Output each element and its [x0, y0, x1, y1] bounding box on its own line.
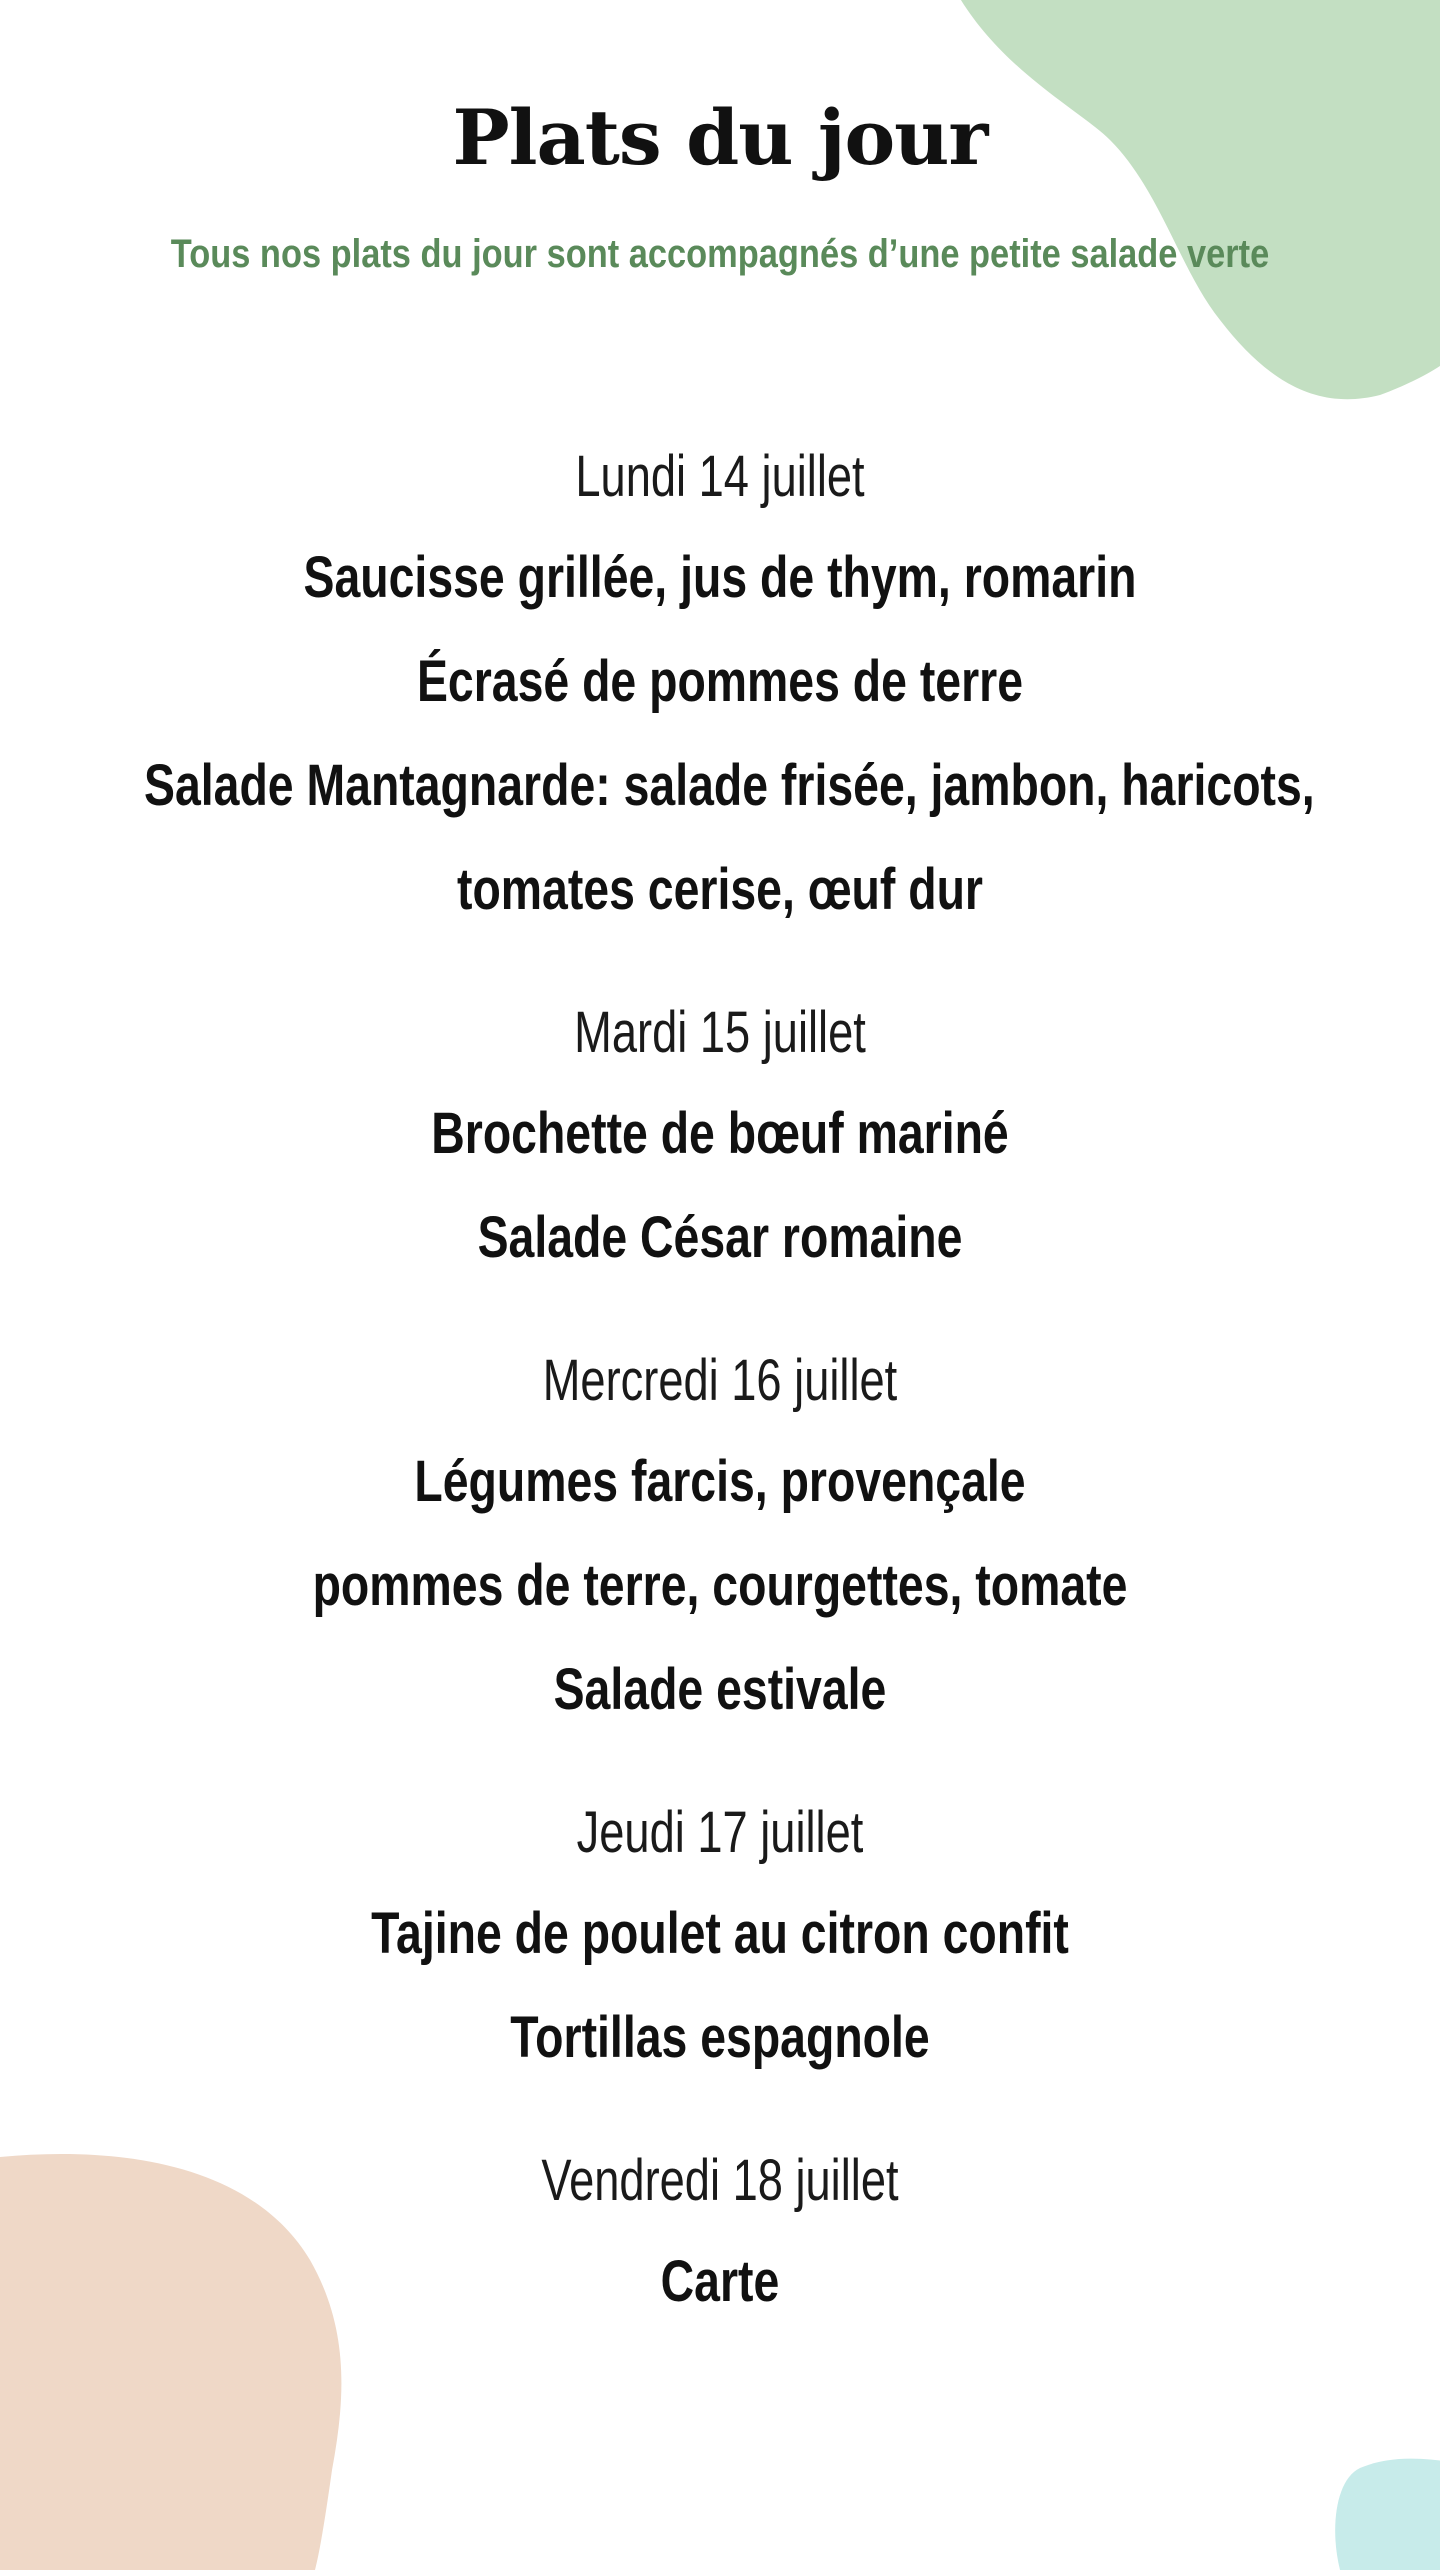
dish-line: tomates cerise, œuf dur: [457, 857, 983, 922]
day-label: Jeudi 17 juillet: [576, 1800, 864, 1865]
day-monday: [0, 428, 1440, 942]
day-thursday: [0, 1784, 1440, 2090]
day-wednesday: [0, 1332, 1440, 1742]
dish-line: Carte: [660, 2249, 780, 2314]
dish-line: Salade estivale: [553, 1657, 887, 1722]
dish-line: Tortillas espagnole: [510, 2005, 930, 2070]
dish-line: Salade Mantagnarde: salade frisée, jambon, haricots,: [144, 753, 1315, 818]
dish-line: Légumes farcis, provençale: [414, 1449, 1026, 1514]
day-label: Mardi 15 juillet: [574, 1000, 866, 1065]
dish-line: Brochette de bœuf mariné: [431, 1101, 1009, 1166]
subtitle: Tous nos plats du jour sont accompagnés d’une petite salade verte: [170, 232, 1270, 276]
dish-line: Salade César romaine: [477, 1205, 963, 1270]
day-friday: [0, 2132, 1440, 2334]
dish-line: Saucisse grillée, jus de thym, romarin: [303, 545, 1137, 610]
page-title: Plats du jour: [452, 93, 988, 182]
day-label: Vendredi 18 juillet: [541, 2148, 899, 2213]
daily-menu-list: [0, 428, 1440, 2376]
dish-line: pommes de terre, courgettes, tomate: [312, 1553, 1128, 1618]
dish-line: Tajine de poulet au citron confit: [371, 1901, 1069, 1966]
day-tuesday: [0, 984, 1440, 1290]
dish-line: Écrasé de pommes de terre: [416, 649, 1024, 714]
day-label: Lundi 14 juillet: [575, 444, 865, 509]
day-label: Mercredi 16 juillet: [542, 1348, 898, 1413]
